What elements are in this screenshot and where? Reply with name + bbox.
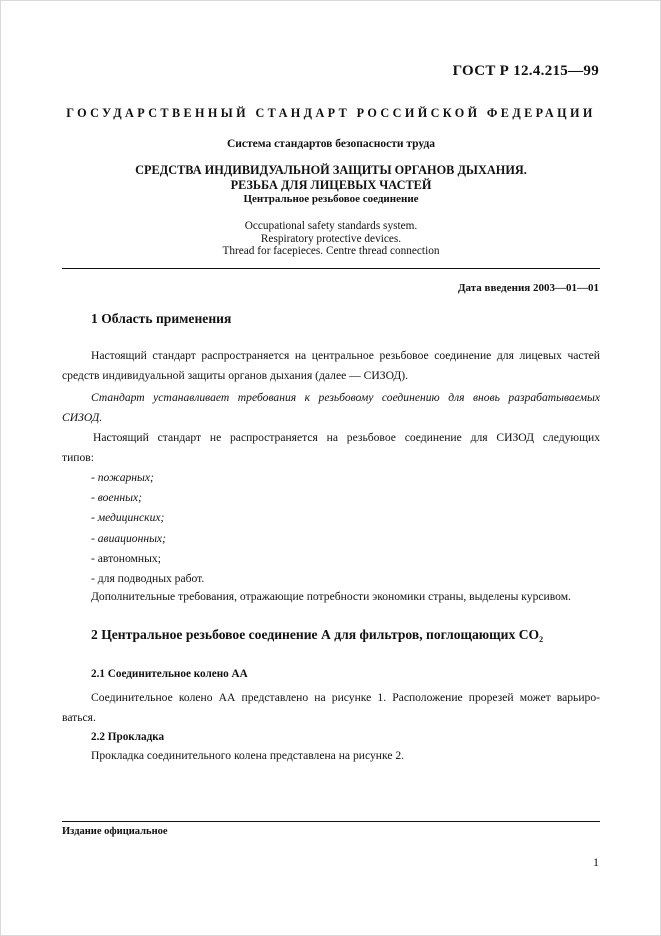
official-edition-label: Издание официальное (62, 826, 168, 837)
english-title-line-1: Occupational safety standards system. (244, 220, 418, 232)
page-number: 1 (593, 855, 599, 869)
english-title-line-2: Respiratory protective devices. (260, 233, 402, 245)
scope-paragraph-2 (62, 388, 600, 428)
standards-series-title: Система стандартов безопасности труда (226, 138, 436, 150)
document-subtitle: Центральное резьбовое соединение (243, 193, 419, 205)
list-item: - военных; (91, 491, 142, 505)
paragraph-line: ваться. (62, 710, 96, 724)
subsection-2-1-heading: 2.1 Соединительное колено АА (91, 668, 248, 680)
paragraph-line: Настоящий стандарт не распространяется на резьбовое соединение для СИЗОД следующих (93, 431, 600, 444)
list-item: - для подводных работ. (91, 572, 205, 586)
subsection-2-2-heading: 2.2 Прокладка (91, 731, 165, 743)
subsection-2-1-text (62, 688, 600, 728)
section-1-heading: 1 Область применения (91, 311, 232, 326)
document-title-line-2: РЕЗЬБА ДЛЯ ЛИЦЕВЫХ ЧАСТЕЙ (230, 178, 432, 192)
state-standard-heading: ГОСУДАРСТВЕННЫЙ СТАНДАРТ РОССИЙСКОЙ ФЕДЕРАЦИИ (66, 106, 596, 120)
bottom-divider (62, 821, 600, 822)
document-title-line-1: СРЕДСТВА ИНДИВИДУАЛЬНОЙ ЗАЩИТЫ ОРГАНОВ ДЫХАНИЯ. (135, 163, 527, 177)
scope-paragraph-1 (62, 346, 600, 386)
excluded-types-list (91, 468, 204, 589)
subsection-2-2-text: Прокладка соединительного колена представлена на рисунке 2. (91, 749, 405, 762)
list-item: - пожарных; (91, 471, 154, 484)
additional-requirements-note: Дополнительные требования, отражающие потребности экономики страны, выделены курсивом. (91, 590, 571, 603)
list-item: - медицинских; (91, 511, 165, 525)
subscript-2: 2 (539, 635, 544, 644)
english-title-line-3: Thread for facepieces. Centre thread connection (222, 245, 440, 257)
document-code: ГОСТ Р 12.4.215—99 (452, 63, 599, 79)
paragraph-line: средств индивидуальной защиты органов дыхания (далее — СИЗОД). (62, 368, 409, 382)
paragraph-line: Настоящий стандарт распространяется на центральное резьбовое соединение для лицевых частей (91, 349, 600, 362)
list-item: - автономных; (91, 551, 161, 565)
paragraph-line: Стандарт устанавливает требования к резьбовому соединению для вновь разрабатываемых (91, 391, 600, 404)
top-divider (62, 268, 600, 269)
paragraph-line: типов: (62, 450, 94, 464)
paragraph-line: СИЗОД. (62, 410, 103, 424)
paragraph-line: Соединительное колено АА представлено на рисунке 1. Расположение прорезей может варьиро- (91, 691, 600, 704)
section-2-heading-text: 2 Центральное резьбовое соединение А для фильтров, поглощающих CO (91, 627, 540, 642)
scope-paragraph-3 (62, 428, 600, 468)
section-2-heading (91, 627, 543, 644)
list-item: - авиационных; (91, 531, 166, 545)
introduction-date: Дата введения 2003—01—01 (457, 282, 599, 294)
